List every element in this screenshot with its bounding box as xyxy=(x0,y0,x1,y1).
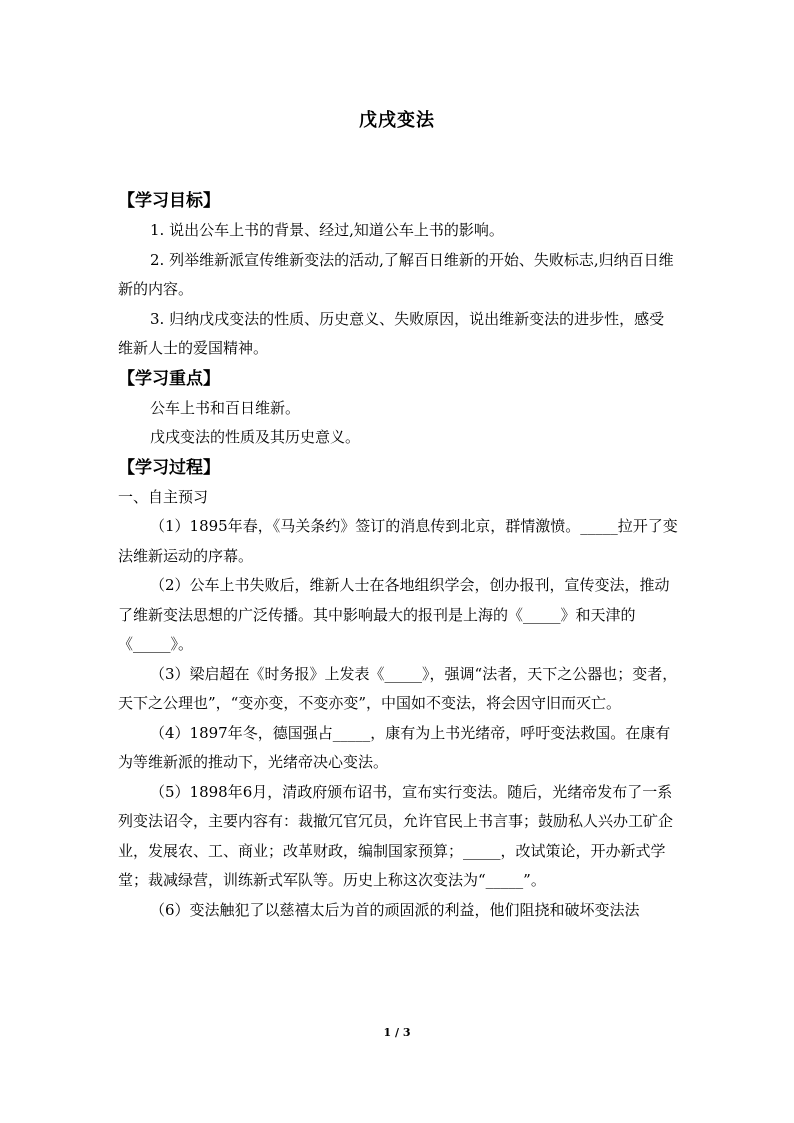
preview-heading: 一、自主预习 xyxy=(118,487,209,506)
preview-item: （4）1897年冬，德国强占_____，康有为上书光绪帝，呼吁变法救国。在康有为等维新派的推动下，光绪帝决心变法。 xyxy=(118,723,671,771)
page-number: 1 / 3 xyxy=(383,1026,411,1039)
key-point-item: 戊戌变法的性质及其历史意义。 xyxy=(150,428,361,446)
key-points-heading: 【学习重点】 xyxy=(118,368,220,389)
goal-item: 1. 说出公车上书的背景、经过,知道公车上书的影响。 xyxy=(150,221,504,239)
goals-heading: 【学习目标】 xyxy=(118,191,220,211)
preview-item: （6）变法触犯了以慈禧太后为首的顽固派的利益，他们阻挠和破坏变法法 xyxy=(150,900,640,919)
goal-item: 3. 归纳戊戌变法的性质、历史意义、失败原因，说出维新变法的进步性，感受维新人士的爱国精神。 xyxy=(118,309,665,357)
process-heading: 【学习过程】 xyxy=(118,457,220,478)
preview-item: （5）1898年6月，清政府颁布诏书，宣布实行变法。随后，光绪帝发布了一系列变法诏令，主要内容有：裁撤冗官冗员，允许官民上书言事；鼓励私人兴办工矿企业，发展农、工、商业；改革财政，编制国家预算；_____，改试策论，开办新式学堂；裁减绿营，训练新式军队等。历史上称这次变法为“_____”。 xyxy=(118,782,674,889)
preview-item: （3）梁启超在《时务报》上发表《_____》，强调“法者，天下之公器也；变者，天下之公理也”，“变亦变，不变亦变”，中国如不变法，将会因守旧而灭亡。 xyxy=(118,664,678,712)
preview-item: （2）公车上书失败后，维新人士在各地组织学会，创办报刊，宣传变法，推动了维新变法思想的广泛传播。其中影响最大的报刊是上海的《_____》和天津的《_____》。 xyxy=(118,576,670,653)
document-body xyxy=(118,186,678,925)
preview-item: （1）1895年春，《马关条约》签订的消息传到北京，群情激愤。_____拉开了变法维新运动的序幕。 xyxy=(118,517,678,565)
page-title: 戊戌变法 xyxy=(359,110,435,131)
goal-item: 2. 列举维新派宣传维新变法的活动,了解百日维新的开始、失败标志,归纳百日维新的内容。 xyxy=(118,250,674,298)
key-point-item: 公车上书和百日维新。 xyxy=(150,398,301,417)
